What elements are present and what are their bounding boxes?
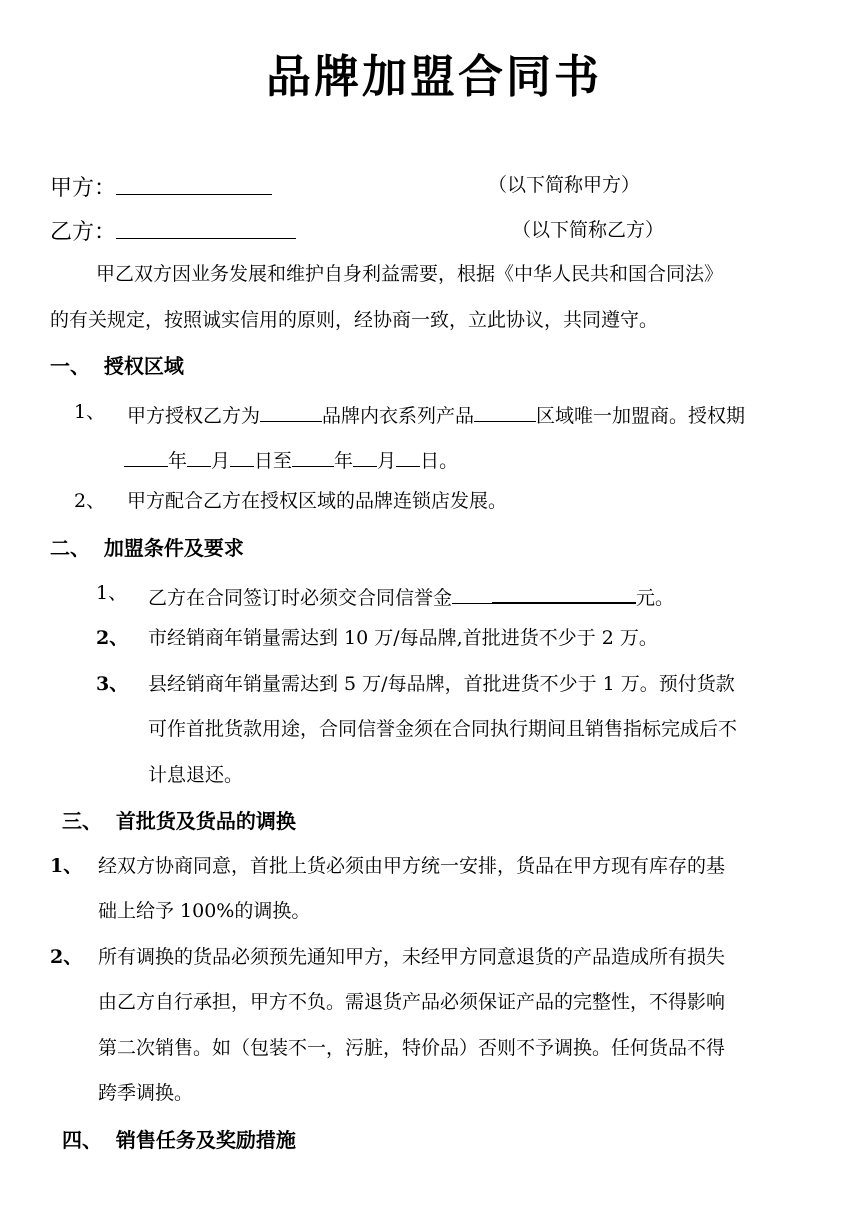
- s2-item-3-line-1: 县经销商年销量需达到 5 万/每品牌，首批进货不少于 1 万。预付货款: [148, 673, 735, 695]
- intro-line-2: 的有关规定，按照诚实信用的原则，经协商一致，立此协议，共同遵守。: [50, 309, 659, 331]
- party-a-note: （以下简称甲方）: [488, 174, 641, 196]
- s1-item-2-text: 甲方配合乙方在授权区域的品牌连锁店发展。: [127, 490, 508, 512]
- section-3-heading: 三、 首批货及货品的调换: [62, 809, 296, 833]
- party-a-blank: [116, 176, 272, 195]
- section-2-heading: 二、 加盟条件及要求: [50, 536, 244, 560]
- s3-item-2-line-1: 所有调换的货品必须预先通知甲方，未经甲方同意退货的产品造成所有损失: [98, 946, 726, 968]
- s2-item-1-text: 乙方在合同签订时必须交合同信誉金 元。: [148, 584, 674, 608]
- s2-item-1-number: 1、: [96, 582, 128, 604]
- s1-item-2-number: 2、: [74, 490, 106, 512]
- party-b-label: 乙方：: [50, 220, 117, 245]
- section-4-heading: 四、 销售任务及奖励措施: [62, 1128, 296, 1152]
- s3-item-2-number: 2、: [50, 946, 83, 968]
- deposit-blank: [492, 584, 636, 604]
- intro-line-1: 甲乙双方因业务发展和维护自身利益需要，根据《中华人民共和国合同法》: [96, 263, 724, 285]
- section-1-heading: 一、 授权区域: [50, 354, 184, 378]
- party-a-label: 甲方：: [50, 176, 117, 201]
- s2-item-3-line-2: 可作首批货款用途，合同信誉金须在合同执行期间且销售指标完成后不: [148, 718, 738, 740]
- s1-item-1-number: 1、: [74, 401, 106, 423]
- s1-item-1-line-1: 甲方授权乙方为 品牌内衣系列产品 区域唯一加盟商。授权期: [127, 405, 746, 427]
- party-b-note: （以下简称乙方）: [512, 219, 665, 241]
- s3-item-2-line-2: 由乙方自行承担，甲方不负。需退货产品必须保证产品的完整性，不得影响: [98, 991, 726, 1013]
- s2-item-3-line-3: 计息退还。: [148, 764, 244, 786]
- s3-item-1-line-1: 经双方协商同意，首批上货必须由甲方统一安排，货品在甲方现有库存的基: [98, 855, 726, 877]
- s3-item-1-line-2: 础上给予 100%的调换。: [98, 900, 311, 922]
- s2-item-2-text: 市经销商年销量需达到 10 万/每品牌,首批进货不少于 2 万。: [148, 627, 658, 649]
- party-b-blank: [116, 220, 296, 239]
- party-a-line: [50, 176, 272, 200]
- s3-item-2-line-4: 跨季调换。: [98, 1082, 194, 1104]
- party-b-line: [50, 220, 296, 244]
- s3-item-1-number: 1、: [50, 855, 83, 877]
- area-blank: [474, 403, 536, 422]
- s3-item-2-line-3: 第二次销售。如（包装不一，污脏，特价品）否则不予调换。任何货品不得: [98, 1037, 726, 1059]
- s2-item-2-number: 2、: [96, 627, 129, 649]
- document-title: 品牌加盟合同书: [265, 50, 602, 103]
- s2-item-3-number: 3、: [96, 673, 129, 695]
- region-blank: [260, 403, 322, 422]
- s1-item-1-line-2: 年 月 日至 年 月 日。: [124, 448, 458, 471]
